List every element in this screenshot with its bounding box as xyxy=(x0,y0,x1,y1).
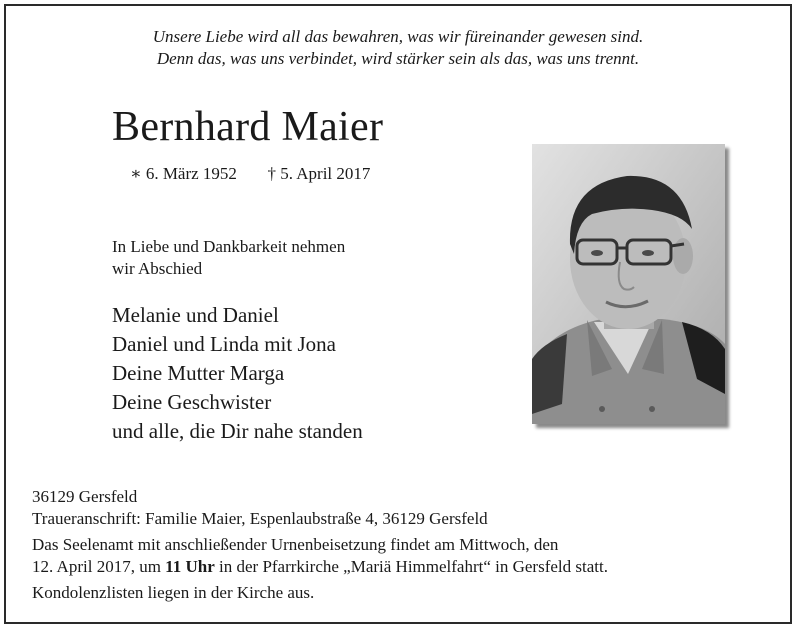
birth-date: 6. März 1952 xyxy=(145,164,237,183)
deceased-name: Bernhard Maier xyxy=(112,104,384,150)
birth-symbol: ∗ xyxy=(130,164,142,183)
service-place: in der Pfarrkirche „Mariä Himmelfahrt“ in Gersfeld statt. xyxy=(219,557,608,576)
mourner-entry: und alle, die Dir nahe standen xyxy=(112,419,363,443)
quote-line-2: Denn das, was uns verbindet, wird stärker sein als das, was uns trennt. xyxy=(156,49,640,68)
quote-line-1: Unsere Liebe wird all das bewahren, was wir füreinander gewesen sind. xyxy=(152,27,644,46)
death-date: 5. April 2017 xyxy=(280,164,371,183)
location-line: 36129 Gersfeld xyxy=(32,487,138,506)
intro-line-1: In Liebe und Dankbarkeit nehmen xyxy=(112,237,346,256)
farewell-intro xyxy=(112,236,345,280)
service-line-2 xyxy=(32,556,772,578)
mourners-list xyxy=(112,301,363,446)
mourner-entry: Melanie und Daniel xyxy=(112,303,279,327)
service-date: 12. April 2017, um xyxy=(32,557,161,576)
mourning-address: Traueranschrift: Familie Maier, Espenlaubstraße 4, 36129 Gersfeld xyxy=(32,509,488,528)
service-time: 11 Uhr xyxy=(165,557,215,576)
mourner-entry: Deine Geschwister xyxy=(112,390,272,414)
life-dates xyxy=(130,164,370,184)
condolences-note: Kondolenzlisten liegen in der Kirche aus. xyxy=(32,583,315,602)
service-line-1: Das Seelenamt mit anschließender Urnenbeisetzung findet am Mittwoch, den xyxy=(32,535,559,554)
memorial-quote xyxy=(6,26,790,70)
mourner-entry: Daniel und Linda mit Jona xyxy=(112,332,336,356)
obituary-card xyxy=(4,4,792,624)
portrait-photo xyxy=(532,144,725,424)
intro-line-2: wir Abschied xyxy=(112,259,203,278)
mourner-entry: Deine Mutter Marga xyxy=(112,361,285,385)
portrait-photo-icon xyxy=(532,144,725,424)
death-symbol: † xyxy=(267,164,276,183)
service-information xyxy=(32,486,772,604)
